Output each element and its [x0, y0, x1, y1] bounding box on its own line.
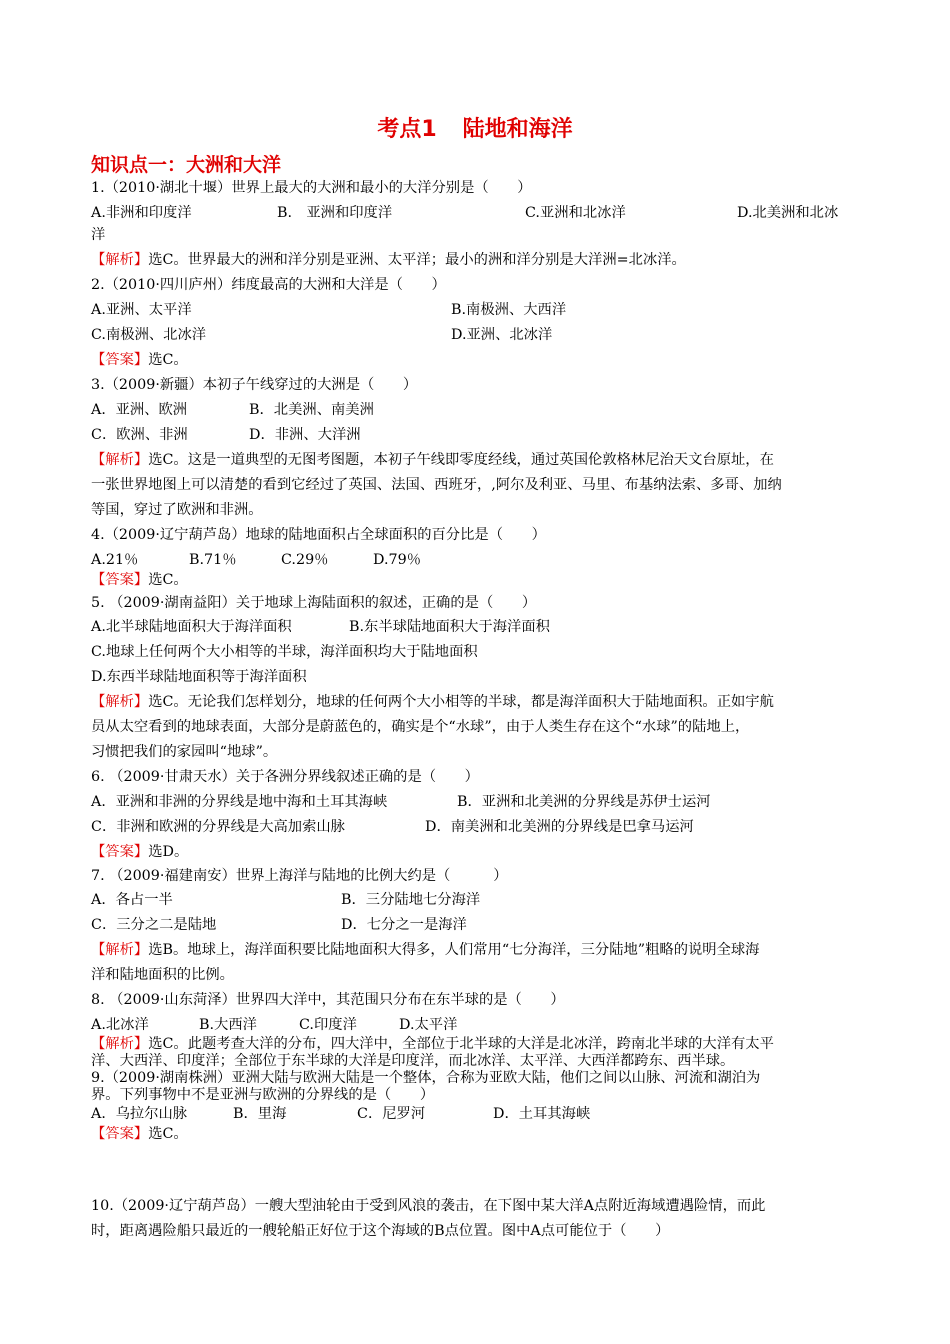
q7-answer-line2: 洋和陆地面积的比例。 — [91, 967, 234, 983]
q1-stem: 1.（2010·湖北十堰）世界上最大的大洲和最小的大洋分别是（ ） — [91, 180, 532, 196]
q7-stem: 7. （2009·福建南安）世界上海洋与陆地的比例大约是（ ） — [91, 868, 508, 884]
q5-answer-line2: 员从太空看到的地球表面，大部分是蔚蓝色的，确实是个“水球”，由于人类生存在这个“水球”的陆地上， — [91, 719, 750, 735]
q3-option-b: B．北美洲、南美洲 — [249, 402, 374, 418]
q10-stem-line2: 时，距离遇险船只最近的一艘轮船正好位于这个海域的B点位置。图中A点可能位于（ ） — [91, 1223, 670, 1239]
q9-option-c: C．尼罗河 — [357, 1106, 426, 1122]
q6-answer-tag: 【答案】 — [91, 844, 149, 860]
q6-option-a: A．亚洲和非洲的分界线是地中海和土耳其海峡 — [91, 794, 388, 810]
q5-stem: 5. （2009·湖南益阳）关于地球上海陆面积的叙述，正确的是（ ） — [91, 595, 537, 611]
q3-answer-line3: 等国，穿过了欧洲和非洲。 — [91, 502, 263, 518]
q6-option-d: D．南美洲和北美洲的分界线是巴拿马运河 — [425, 819, 694, 835]
q8-option-d: D.太平洋 — [399, 1017, 458, 1033]
q7-option-b: B．三分陆地七分海洋 — [341, 892, 481, 908]
q9-stem-line2: 界。下列事物中不是亚洲与欧洲的分界线的是（ ） — [91, 1087, 435, 1103]
q7-option-a: A．各占一半 — [91, 892, 173, 908]
q2-answer — [91, 350, 188, 370]
q3-answer-line1 — [91, 450, 774, 470]
q2-option-b: B.南极洲、大西洋 — [451, 302, 567, 318]
q6-option-c: C．非洲和欧洲的分界线是大高加索山脉 — [91, 819, 345, 835]
q1-option-c: C.亚洲和北冰洋 — [525, 205, 626, 221]
q4-answer-tag: 【答案】 — [91, 572, 149, 588]
q1-option-d: D.北美洲和北冰 — [737, 205, 839, 221]
q8-answer-text1: 选C。此题考查大洋的分布，四大洋中，全部位于北半球的大洋是北冰洋，跨南北半球的大洋有太平 — [148, 1036, 774, 1052]
q9-answer — [91, 1124, 188, 1144]
q3-answer-text1: 选C。这是一道典型的无图考图题，本初子午线即零度经线，通过英国伦敦格林尼治天文台原址，在 — [148, 452, 774, 468]
q5-answer-tag: 【解析】 — [91, 694, 149, 710]
q4-option-c: C.29％ — [281, 552, 329, 568]
q10-stem-line1: 10.（2009·辽宁葫芦岛）一艘大型油轮由于受到风浪的袭击，在下图中某大洋A点附近海域遭遇险情，而此 — [91, 1198, 766, 1214]
q9-answer-text: 选C。 — [148, 1126, 188, 1142]
q2-option-d: D.亚洲、北冰洋 — [451, 327, 553, 343]
q1-option-b: B. 亚洲和印度洋 — [277, 205, 393, 221]
q5-option-c: C.地球上任何两个大小相等的半球，海洋面积均大于陆地面积 — [91, 644, 478, 660]
q2-answer-tag: 【答案】 — [91, 352, 149, 368]
q8-answer-tag: 【解析】 — [91, 1036, 149, 1052]
section-heading: 知识点一：大洲和大洋 — [91, 154, 282, 176]
q3-stem: 3.（2009·新疆）本初子午线穿过的大洲是（ ） — [91, 377, 418, 393]
q5-answer-line1 — [91, 692, 774, 712]
q8-answer-line2: 洋、大西洋、印度洋；全部位于东半球的大洋是印度洋，而北冰洋、太平洋、大西洋都跨东、西半球。 — [91, 1053, 735, 1069]
q7-answer-text1: 选B。地球上，海洋面积要比陆地面积大得多，人们常用“七分海洋，三分陆地”粗略的说明全球海 — [148, 942, 760, 958]
q3-option-c: C．欧洲、非洲 — [91, 427, 188, 443]
q5-option-b: B.东半球陆地面积大于海洋面积 — [349, 619, 550, 635]
q4-option-d: D.79％ — [373, 552, 421, 568]
q5-answer-text1: 选C。无论我们怎样划分，地球的任何两个大小相等的半球，都是海洋面积大于陆地面积。正如宇航 — [148, 694, 774, 710]
q9-stem-line1: 9.（2009·湖南株洲）亚洲大陆与欧洲大陆是一个整体，合称为亚欧大陆，他们之间以山脉、河流和湖泊为 — [91, 1070, 761, 1086]
q9-option-b: B．里海 — [233, 1106, 287, 1122]
q7-option-c: C．三分之二是陆地 — [91, 917, 217, 933]
q3-option-d: D．非洲、大洋洲 — [249, 427, 361, 443]
q2-option-a: A.亚洲、太平洋 — [91, 302, 192, 318]
q6-answer-text: 选D。 — [148, 844, 189, 860]
q4-option-b: B.71％ — [189, 552, 237, 568]
q2-answer-text: 选C。 — [148, 352, 188, 368]
q4-answer-text: 选C。 — [148, 572, 188, 588]
q8-answer-line1 — [91, 1036, 774, 1053]
q1-option-a: A.非洲和印度洋 — [91, 205, 192, 221]
q1-answer-text: 选C。世界最大的洲和洋分别是亚洲、太平洋；最小的洲和洋分别是大洋洲=北冰洋。 — [148, 252, 686, 268]
q3-option-a: A．亚洲、欧洲 — [91, 402, 188, 418]
q8-option-a: A.北冰洋 — [91, 1017, 149, 1033]
q3-answer-tag: 【解析】 — [91, 452, 149, 468]
q1-answer — [91, 250, 686, 270]
q7-answer-line1 — [91, 940, 759, 960]
q2-stem: 2.（2010·四川庐州）纬度最高的大洲和大洋是（ ） — [91, 277, 446, 293]
q8-option-c: C.印度洋 — [299, 1017, 357, 1033]
q9-answer-tag: 【答案】 — [91, 1126, 149, 1142]
q5-answer-line3: 习惯把我们的家园叫“地球”。 — [91, 744, 278, 760]
q2-option-c: C.南极洲、北冰洋 — [91, 327, 207, 343]
title-part1: 考点1 — [377, 117, 437, 142]
q4-option-a: A.21％ — [91, 552, 139, 568]
q8-option-b: B.大西洋 — [199, 1017, 257, 1033]
q7-option-d: D．七分之一是海洋 — [341, 917, 467, 933]
q6-answer — [91, 842, 188, 862]
title-part2: 陆地和海洋 — [462, 117, 573, 142]
q7-answer-tag: 【解析】 — [91, 942, 149, 958]
q6-stem: 6. （2009·甘肃天水）关于各洲分界线叙述正确的是（ ） — [91, 769, 479, 785]
page-title — [0, 112, 950, 143]
q4-stem: 4.（2009·辽宁葫芦岛）地球的陆地面积占全球面积的百分比是（ ） — [91, 527, 546, 543]
q8-stem: 8. （2009·山东菏泽）世界四大洋中，其范围只分布在东半球的是（ ） — [91, 992, 565, 1008]
q3-answer-line2: 一张世界地图上可以清楚的看到它经过了英国、法国、西班牙，,阿尔及利亚、马里、布基纳法索、多哥、加纳 — [91, 477, 782, 493]
q1-answer-tag: 【解析】 — [91, 252, 149, 268]
q4-answer — [91, 570, 188, 590]
q5-option-d: D.东西半球陆地面积等于海洋面积 — [91, 669, 307, 685]
q1-option-d-cont: 洋 — [91, 227, 106, 243]
q5-option-a: A.北半球陆地面积大于海洋面积 — [91, 619, 292, 635]
q9-option-d: D．土耳其海峡 — [493, 1106, 591, 1122]
q6-option-b: B．亚洲和北美洲的分界线是苏伊士运河 — [457, 794, 711, 810]
q9-option-a: A．乌拉尔山脉 — [91, 1106, 188, 1122]
